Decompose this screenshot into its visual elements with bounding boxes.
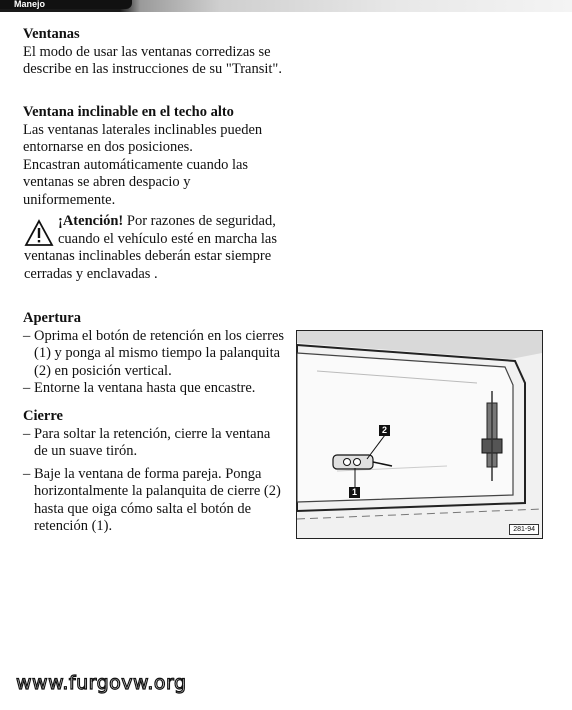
cierre-heading: Cierre xyxy=(23,408,63,424)
warning-text: Por razones de seguridad, cuando el vehículo esté en marcha las ventanas inclinables deberán estar siempre cerradas y enclavadas . xyxy=(24,213,278,282)
section-apertura xyxy=(23,310,285,398)
window-illustration xyxy=(296,330,543,539)
warning-block xyxy=(24,213,286,283)
footer-url: www.furgovw.org xyxy=(16,672,187,694)
window-drawing xyxy=(297,331,542,538)
warning-triangle-icon xyxy=(24,219,54,247)
section-techo xyxy=(23,104,285,209)
techo-body-2: Encastran automáticamente cuando las ventanas se abren despacio y uniformemente. xyxy=(23,156,249,208)
apertura-heading: Apertura xyxy=(23,310,81,326)
cierre-list xyxy=(23,426,285,536)
callout-2: 2 xyxy=(379,425,390,436)
ventanas-body: El modo de usar las ventanas corredizas se describe en las instrucciones de su "Transit". xyxy=(23,43,282,77)
list-item: – Oprima el botón de retención en los cierres (1) y ponga al mismo tiempo la palanquita (2) en posición vertical. xyxy=(23,328,285,381)
apertura-list xyxy=(23,328,285,398)
techo-heading: Ventana inclinable en el techo alto xyxy=(23,104,234,120)
list-item: – Baje la ventana de forma pareja. Ponga horizontalmente la palanquita de cierre (2) hasta que oiga cómo salta el botón de retención (1). xyxy=(23,466,285,536)
callout-1: 1 xyxy=(349,487,360,498)
section-ventanas xyxy=(23,26,285,79)
section-cierre xyxy=(23,408,285,536)
section-tab: Manejo xyxy=(0,0,132,9)
ventanas-heading: Ventanas xyxy=(23,26,80,42)
techo-body-1: Las ventanas laterales inclinables pueden entornarse en dos posiciones. xyxy=(23,121,263,155)
figure-code: 281-94 xyxy=(509,524,539,535)
warning-label: ¡Atención! xyxy=(58,213,124,229)
list-item: – Para soltar la retención, cierre la ventana de un suave tirón. xyxy=(23,426,285,461)
list-item: – Entorne la ventana hasta que encastre. xyxy=(23,380,285,398)
